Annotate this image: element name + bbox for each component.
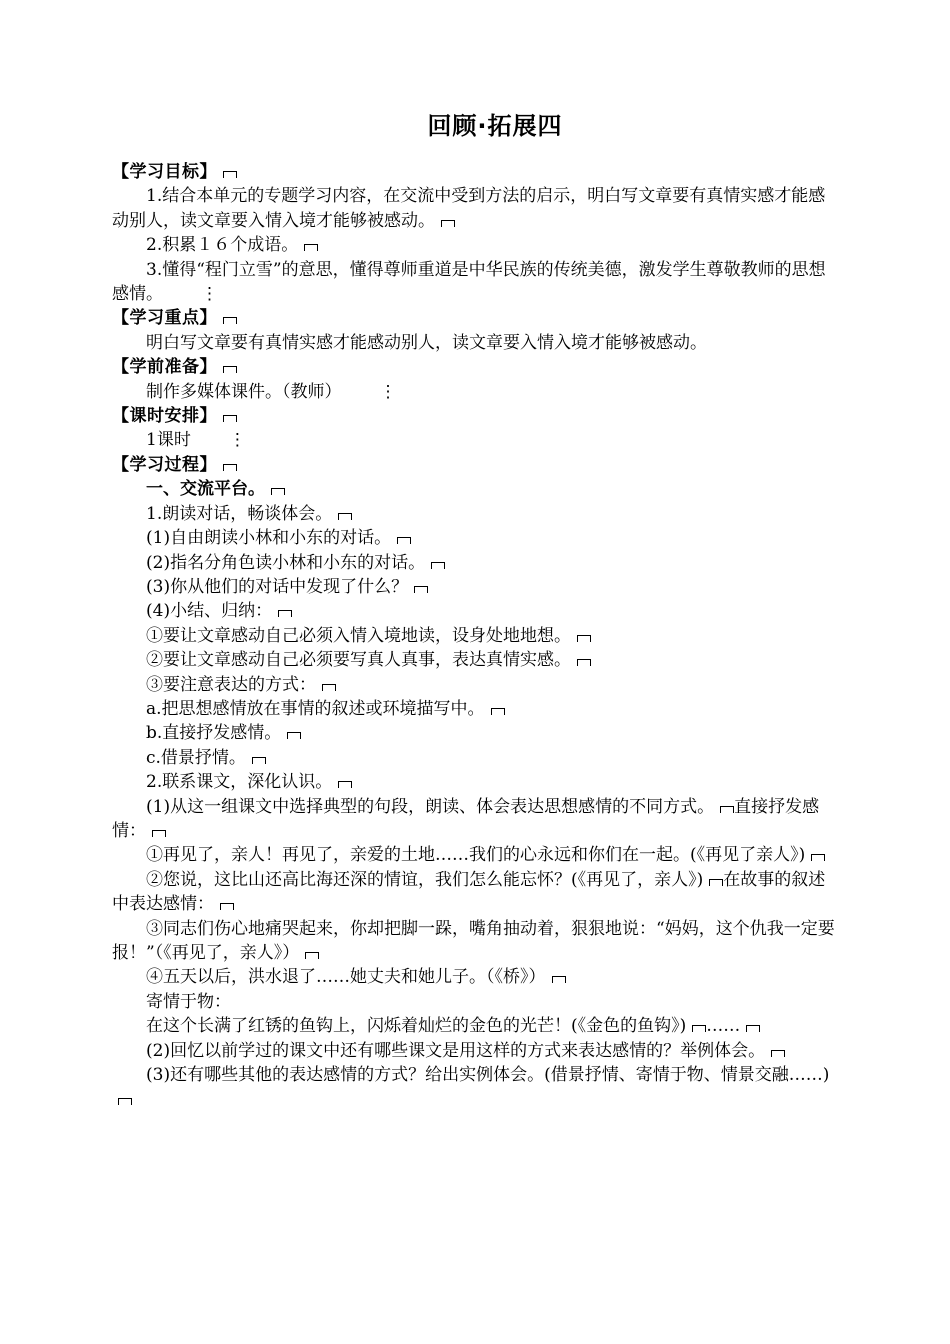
section-key: [112, 306, 842, 330]
list-item-text: (4)小结、归纳：: [146, 601, 273, 622]
section-goal: [112, 160, 842, 184]
goal-text-2: 2.积累１６个成语。: [146, 235, 299, 256]
heading-time: 【课时安排】: [112, 406, 217, 427]
paragraph-mark-icon: [771, 1050, 785, 1057]
paragraph-mark-icon: [220, 903, 234, 910]
list-item: [112, 868, 842, 917]
list-item-text: 寄情于物：: [146, 991, 231, 1012]
paragraph-mark-icon: [577, 659, 591, 666]
paragraph-mark-icon: [278, 610, 292, 617]
step-1: [112, 477, 842, 501]
dots-icon: ⋮: [228, 430, 246, 451]
list-item: [112, 721, 842, 745]
goal-item-1: [112, 184, 842, 233]
list-item-text: (2)指名分角色读小林和小东的对话。: [146, 552, 426, 573]
paragraph-mark-icon: [223, 366, 237, 373]
list-item: [112, 746, 842, 770]
list-item-text: ②要让文章感动自己必须要写真人真事，表达真情实感。: [146, 650, 571, 671]
heading-goal: 【学习目标】: [112, 162, 217, 182]
paragraph-mark-icon: [252, 757, 266, 764]
paragraph-mark-icon: [552, 976, 566, 983]
list-item: [112, 502, 842, 526]
list-item-text: 2.联系课文，深化认识。: [146, 772, 333, 793]
key-item-1: 明白写文章要有真情实感才能感动别人，读文章要入情入境才能够被感动。: [146, 332, 707, 353]
page-title: 回顾·拓展四: [427, 112, 563, 140]
list-item-text: ④五天以后，洪水退了……她丈夫和她儿子。（《桥》）: [146, 967, 546, 988]
section-time: [112, 404, 842, 428]
list-item-text: 1.朗读对话，畅谈体会。: [146, 503, 333, 524]
list-item: [112, 599, 842, 623]
dots-icon: ⋮: [201, 284, 218, 305]
list-item-text: c.借景抒情。: [146, 747, 246, 768]
list-item-text: (2)回忆以前学过的课文中还有哪些课文是用这样的方式来表达感情的？举例体会。: [146, 1040, 766, 1061]
goal-text-3: 3.懂得“程门立雪”的意思，懂得尊师重道是中华民族的传统美德，激发学生尊敬教师的思想感情。: [112, 259, 826, 305]
list-item-text: (3)你从他们的对话中发现了什么？: [146, 576, 409, 597]
list-item-text: ①再见了，亲人！再见了，亲爱的土地……我们的心永远和你们在一起。(《再见了亲人》): [146, 845, 806, 866]
paragraph-mark-icon: [118, 1098, 132, 1105]
paragraph-mark-icon: [223, 415, 237, 422]
list-item-text: (3)还有哪些其他的表达感情的方式？给出实例体会。(借景抒情、寄情于物、情景交融……): [146, 1065, 830, 1086]
list-item: [112, 575, 842, 599]
paragraph-mark-icon: [491, 708, 505, 715]
list-item-text: ①要让文章感动自己必须入情入境地读，设身处地地想。: [146, 625, 571, 646]
list-item: [112, 551, 842, 575]
document-body: [112, 160, 842, 1112]
list-item-text: a.把思想感情放在事情的叙述或环境描写中。: [146, 698, 485, 719]
section-process: [112, 453, 842, 477]
paragraph-mark-icon: [720, 806, 734, 813]
paragraph-mark-icon: [223, 464, 237, 471]
list-item-text: (1)从这一组课文中选择典型的句段，朗读、体会表达思想感情的不同方式。: [146, 796, 715, 817]
list-item: [112, 526, 842, 550]
list-item: [112, 965, 842, 989]
paragraph-mark-icon: [223, 317, 237, 324]
paragraph-mark-icon: [271, 488, 285, 495]
paragraph-mark-icon: [322, 684, 336, 691]
paragraph-mark-icon: [397, 537, 411, 544]
list-item: [112, 990, 842, 1014]
paragraph-mark-icon: [746, 1025, 760, 1032]
list-item: [112, 624, 842, 648]
paragraph-mark-icon: [152, 830, 166, 837]
list-item: [112, 648, 842, 672]
heading-prep: 【学前准备】: [112, 357, 217, 378]
list-item-text: (1)自由朗读小林和小东的对话。: [146, 528, 392, 549]
list-item-text: 在故事的叙述中表达感情：: [112, 869, 826, 915]
heading-key: 【学习重点】: [112, 308, 217, 329]
paragraph-mark-icon: [431, 562, 445, 569]
list-item-text: ②您说，这比山还高比海还深的情谊，我们怎么能忘怀？(《再见了，亲人》): [146, 869, 704, 890]
list-item: [112, 795, 842, 844]
paragraph-mark-icon: [338, 513, 352, 520]
paragraph-mark-icon: [223, 171, 237, 178]
list-item-text: ③同志们伤心地痛哭起来，你却把脚一跺，嘴角抽动着，狠狠地说：“妈妈，这个仇我一定要报！”（《再见了，亲人》）: [112, 918, 835, 963]
time-item-1: [112, 428, 842, 452]
goal-item-2: [112, 233, 842, 257]
list-item: [112, 917, 842, 966]
step-1-text: 一、交流平台。: [146, 479, 265, 500]
list-item-text: ③要注意表达的方式：: [146, 674, 316, 695]
prep-item-1: [112, 380, 842, 404]
paragraph-mark-icon: [577, 635, 591, 642]
goal-item-3: [112, 258, 842, 307]
paragraph-mark-icon: [305, 952, 319, 959]
dots-icon: ⋮: [379, 381, 397, 402]
list-item-text: 直接抒发感情：: [112, 796, 820, 841]
list-item: [112, 1039, 842, 1063]
paragraph-mark-icon: [304, 244, 318, 251]
list-item: [112, 843, 842, 867]
list-item-text: 在这个长满了红锈的鱼钩上，闪烁着灿烂的金色的光芒！(《金色的鱼钩》): [146, 1016, 687, 1037]
list-item-text: ……: [706, 1016, 741, 1037]
list-item: [112, 770, 842, 794]
paragraph-mark-icon: [287, 732, 301, 739]
heading-process: 【学习过程】: [112, 454, 217, 475]
paragraph-mark-icon: [692, 1025, 706, 1032]
list-item: [112, 1014, 842, 1038]
list-item: [112, 673, 842, 697]
list-item-text: b.直接抒发感情。: [146, 723, 282, 744]
section-prep: [112, 355, 842, 379]
paragraph-mark-icon: [414, 586, 428, 593]
list-item: [112, 1063, 842, 1112]
paragraph-mark-icon: [709, 879, 723, 886]
goal-text-1: 1.结合本单元的专题学习内容，在交流中受到方法的启示，明白写文章要有真情实感才能感动别人，读文章要入情入境才能够被感动。: [112, 186, 826, 231]
time-text-1: 1课时: [146, 430, 191, 451]
paragraph-mark-icon: [441, 220, 455, 227]
prep-text-1: 制作多媒体课件。（教师）: [146, 381, 342, 402]
list-item: [112, 697, 842, 721]
paragraph-mark-icon: [338, 781, 352, 788]
paragraph-mark-icon: [811, 854, 825, 861]
